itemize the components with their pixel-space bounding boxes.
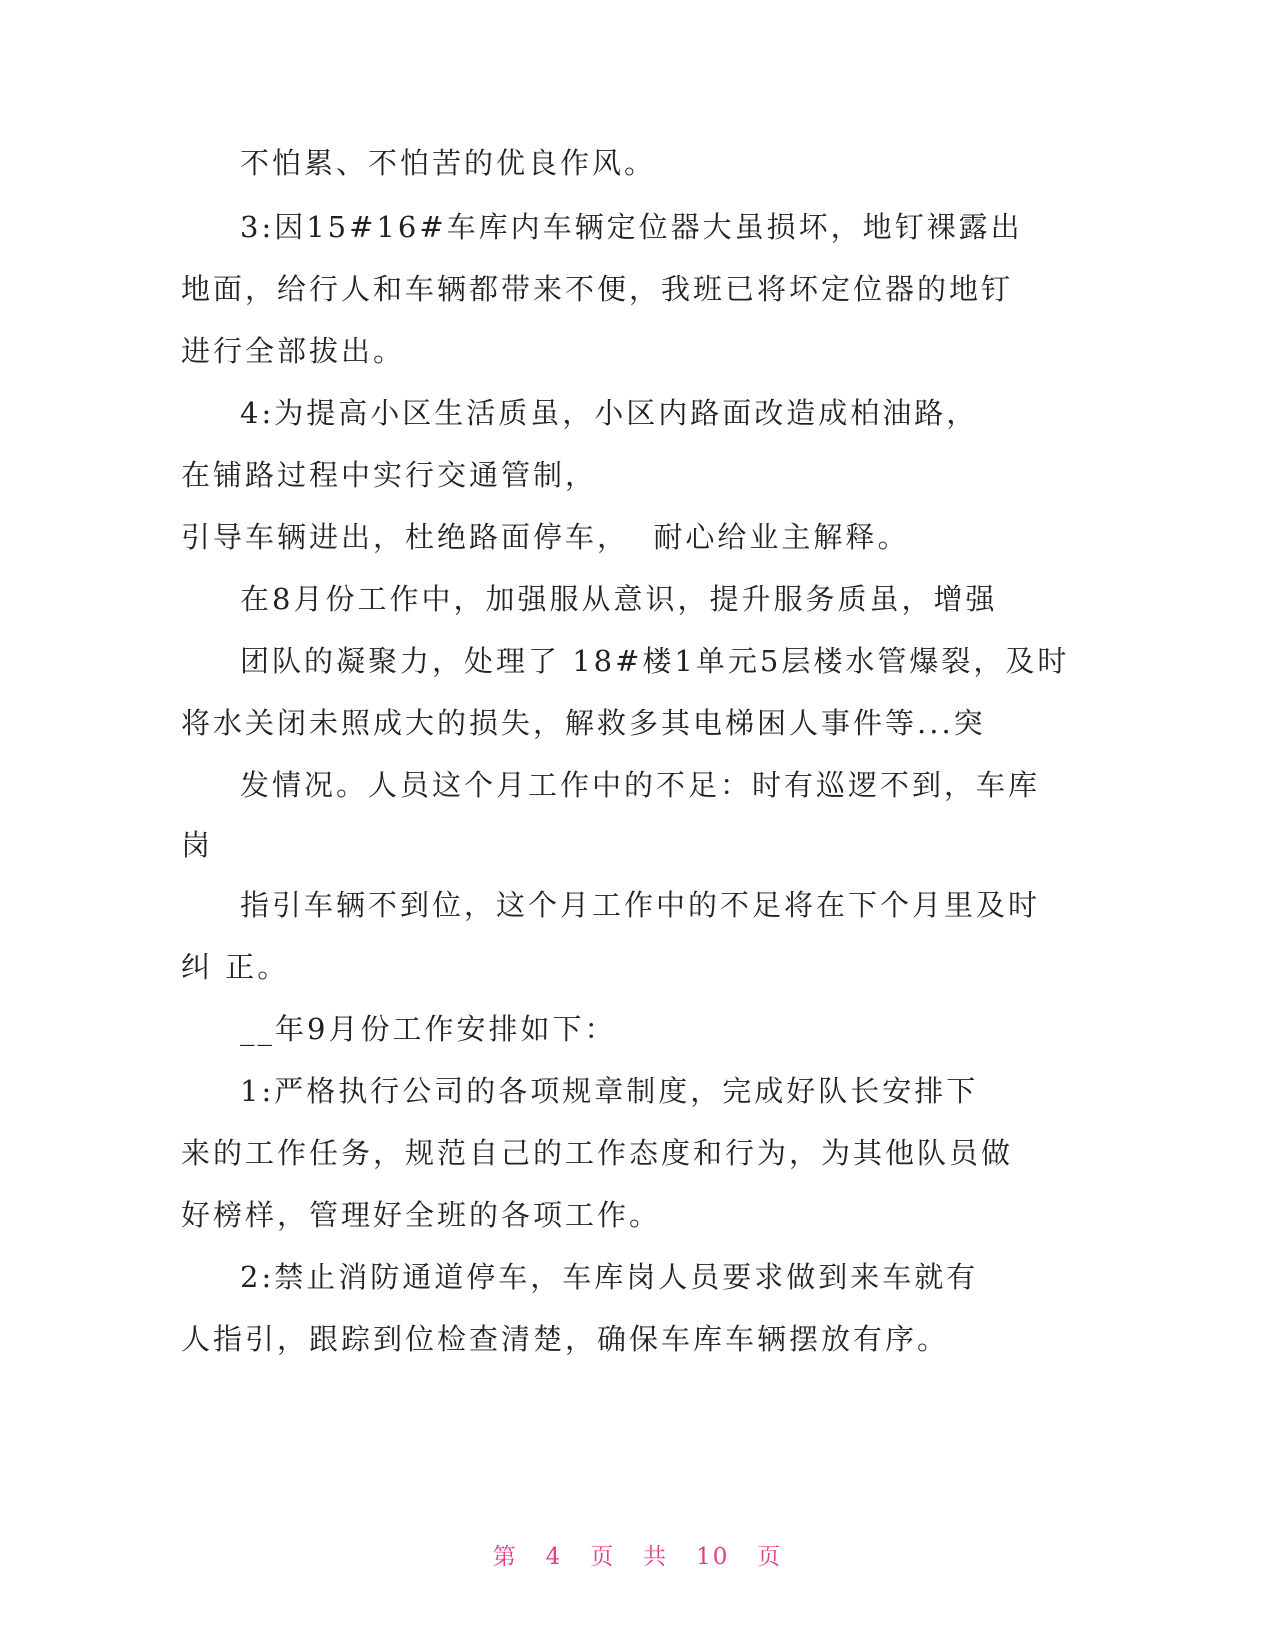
footer-label-ye: 页 <box>590 1544 616 1570</box>
text-line: 人指引，跟踪到位检查清楚，确保车库车辆摆放有序。 <box>181 1322 950 1356</box>
footer-label-gong: 共 <box>643 1544 669 1570</box>
text-line: 纠 正。 <box>181 950 290 984</box>
text-line: 引导车辆进出，杜绝路面停车， 耐心给业主解释。 <box>181 520 910 554</box>
text-line: 来的工作任务，规范自己的工作态度和行为，为其他队员做 <box>181 1136 1014 1170</box>
text-line: 2:禁止消防通道停车，车库岗人员要求做到来车就有 <box>240 1260 979 1294</box>
text-line: 4:为提高小区生活质虽，小区内路面改造成柏油路， <box>240 396 979 430</box>
text-line: 将水关闭未照成大的损失，解救多其电梯困人事件等...突 <box>181 706 986 740</box>
text-line: __年9月份工作安排如下： <box>240 1012 617 1046</box>
footer-label-ye2: 页 <box>757 1544 783 1570</box>
text-line: 在铺路过程中实行交通管制， <box>181 458 598 492</box>
text-line: 指引车辆不到位，这个月工作中的不足将在下个月里及时 <box>240 888 1041 922</box>
text-line: 发情况。人员这个月工作中的不足：时有巡逻不到，车库 <box>240 768 1041 802</box>
page-number-footer <box>0 1538 1275 1571</box>
text-line: 地面，给行人和车辆都带来不便，我班已将坏定位器的地钉 <box>181 272 1014 306</box>
text-line: 3:因15#16#车库内车辆定位器大虽损坏，地钉裸露出 <box>240 210 1023 244</box>
text-line: 1:严格执行公司的各项规章制度，完成好队长安排下 <box>240 1074 979 1108</box>
footer-label-di: 第 <box>492 1544 518 1570</box>
text-line: 岗 <box>181 828 214 862</box>
text-line: 进行全部拔出。 <box>181 334 406 368</box>
text-line: 不怕累、不怕苦的优良作风。 <box>240 146 657 180</box>
text-line: 在8月份工作中，加强服从意识，提升服务质虽，增强 <box>240 582 998 616</box>
total-pages-number: 10 <box>696 1544 730 1570</box>
text-line: 好榜样，管理好全班的各项工作。 <box>181 1198 662 1232</box>
current-page-number: 4 <box>545 1544 563 1570</box>
text-line: 团队的凝聚力，处理了 18#楼1单元5层楼水管爆裂，及时 <box>240 644 1070 678</box>
